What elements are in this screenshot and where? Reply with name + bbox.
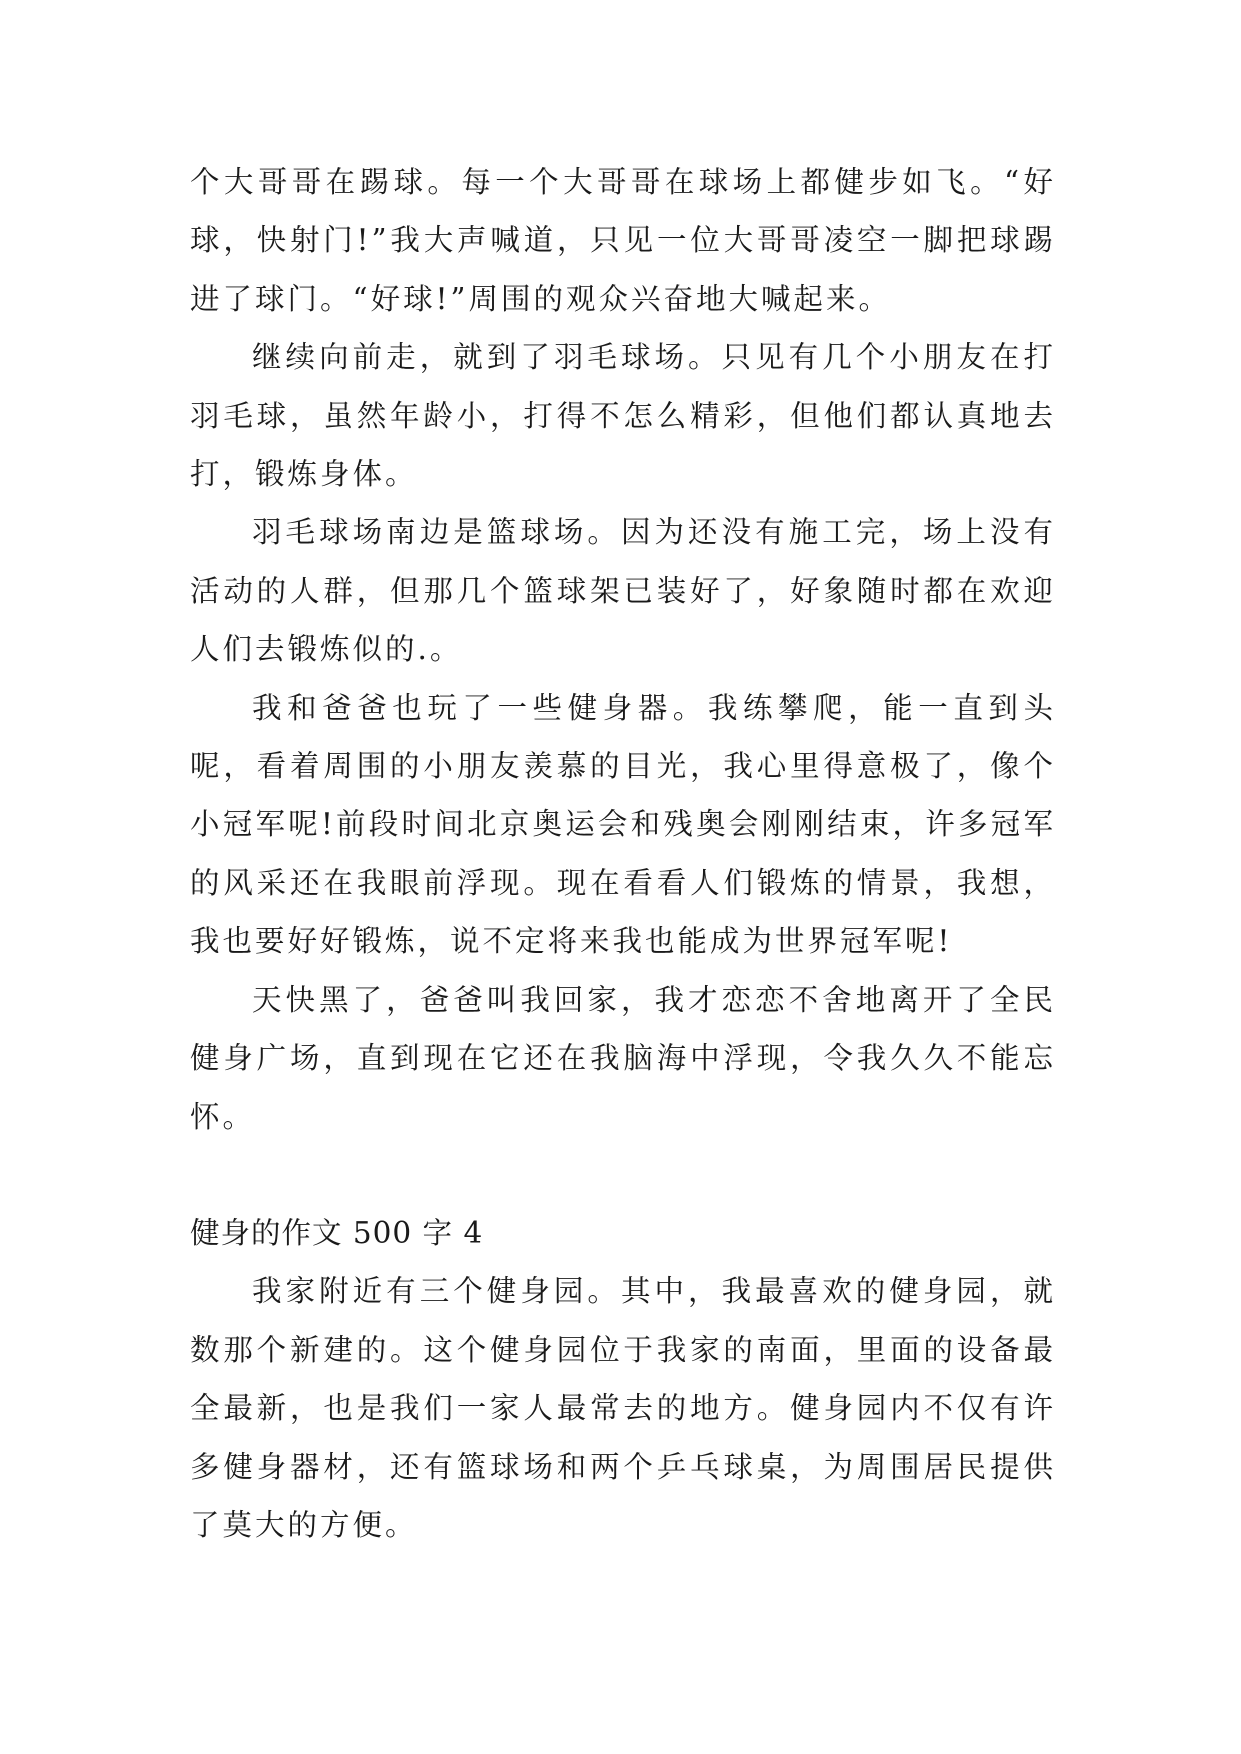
paragraph-1: 个大哥哥在踢球。每一个大哥哥在球场上都健步如飞。“好球，快射门!”我大声喊道，只见一位大哥哥凌空一脚把球踢进了球门。“好球!”周围的观众兴奋地大喊起来。 — [190, 165, 1056, 316]
paragraph-5: 天快黑了，爸爸叫我回家，我才恋恋不舍地离开了全民健身广场，直到现在它还在我脑海中浮现，令我久久不能忘怀。 — [190, 982, 1056, 1134]
paragraph-3: 羽毛球场南边是篮球场。因为还没有施工完，场上没有活动的人群，但那几个篮球架已装好了，好象随时都在欢迎人们去锻炼似的.。 — [190, 515, 1056, 667]
section-heading: 健身的作文 500 字 4 — [190, 1215, 484, 1250]
paragraph-2: 继续向前走，就到了羽毛球场。只见有几个小朋友在打羽毛球，虽然年龄小，打得不怎么精彩，但他们都认真地去打，锻炼身体。 — [190, 340, 1056, 492]
document-body — [190, 153, 1056, 1554]
paragraph-4: 我和爸爸也玩了一些健身器。我练攀爬，能一直到头呢，看着周围的小朋友羡慕的目光，我心里得意极了，像个小冠军呢!前段时间北京奥运会和残奥会刚刚结束，许多冠军的风采还在我眼前浮现。现在看看人们锻炼的情景，我想，我也要好好锻炼，说不定将来我也能成为世界冠军呢! — [190, 690, 1056, 959]
paragraph-6: 我家附近有三个健身园。其中，我最喜欢的健身园，就数那个新建的。这个健身园位于我家的南面，里面的设备最全最新，也是我们一家人最常去的地方。健身园内不仅有许多健身器材，还有篮球场和两个乒乓球桌，为周围居民提供了莫大的方便。 — [190, 1274, 1056, 1542]
